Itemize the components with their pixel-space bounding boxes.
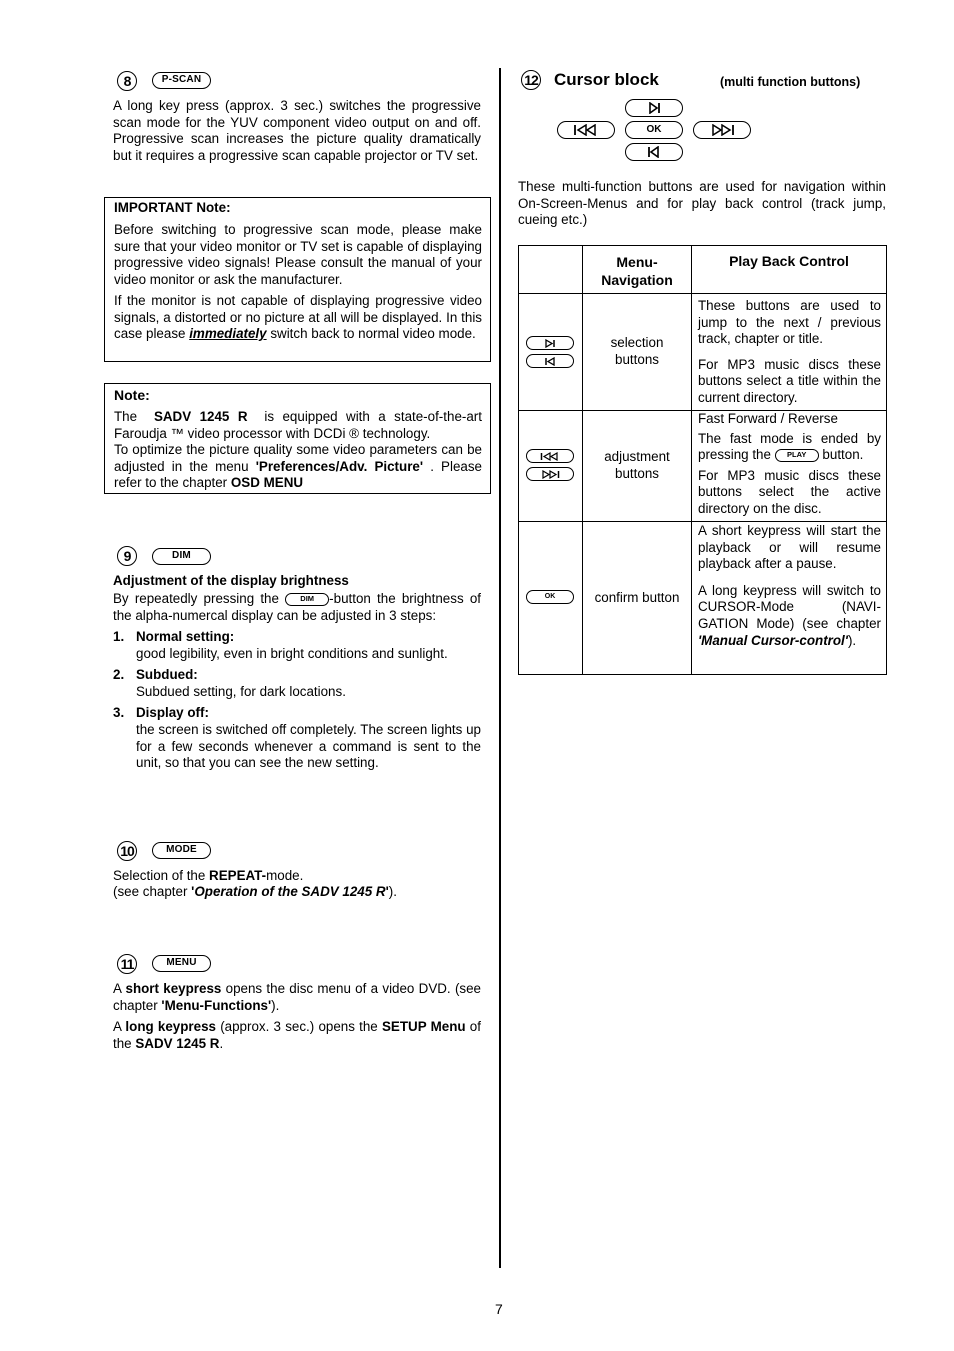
fast-forward-reverse-text: Fast Forward / Reverse: [698, 411, 838, 426]
confirm-short-press-text: A short keypress will start the playback or will resume playback after a pause.: [698, 523, 881, 572]
confirm-playback-cell: [692, 522, 887, 675]
adjustment-buttons-label: adjustment buttons: [583, 411, 692, 522]
important-note-paragraph-2: If the monitor is not capable of displaying progressive video signals, a distorted or no picture at all will be displayed. In this case please immediately switch back to normal video mode.: [114, 293, 482, 342]
table-header-row: [519, 246, 887, 294]
step-2-title: Subdued:: [136, 667, 198, 682]
ok-key-icon: OK: [625, 121, 683, 139]
adjustment-icons-cell: [519, 411, 583, 522]
section-12-number: 12: [521, 70, 541, 90]
menu-short-press-text: A short keypress opens the disc menu of a video DVD. (see chapter 'Menu-Functions').: [113, 981, 481, 1013]
header-icon-cell: [519, 246, 583, 294]
table-row: [519, 522, 887, 675]
note-paragraph-2: To optimize the picture quality some video parameters can be adjusted in the menu 'Preferences/Adv. Picture' . Please refer to the chapter OSD MENU: [114, 442, 482, 491]
column-divider: [499, 68, 501, 1268]
next-key-icon: [625, 99, 683, 117]
section-10-number: 10: [117, 841, 137, 861]
menu-long-press-text: A long keypress (approx. 3 sec.) opens the SETUP Menu of the SADV 1245 R.: [113, 1019, 481, 1051]
step-2-number: 2.: [113, 667, 125, 682]
fast-mode-text: The fast mode is ended by pressing the PLAY button.: [698, 430, 881, 463]
repeat-mode-line: Selection of the REPEAT-mode.: [113, 868, 304, 883]
table-row: [519, 411, 887, 522]
mode-key-icon: MODE: [152, 842, 211, 859]
immediately-emphasis: immediately: [189, 326, 267, 342]
step-1-text: good legibility, even in bright conditions and sunlight.: [136, 646, 448, 661]
repeat-mode-reference: (see chapter 'Operation of the SADV 1245 R').: [113, 884, 397, 899]
step-1-number: 1.: [113, 629, 125, 644]
step-3-title: Display off:: [136, 705, 209, 720]
dim-key-inline-icon: DIM: [285, 593, 329, 606]
confirm-button-label: confirm button: [583, 522, 692, 675]
confirm-long-press-text: A long keypress will switch to CURSOR-Mode (NAVI-GATION Mode) (see chapter 'Manual Cursor-control').: [698, 582, 881, 648]
header-play-back-control: Play Back Control: [692, 246, 887, 294]
note-title: Note:: [114, 387, 150, 403]
selection-icons-cell: [519, 294, 583, 411]
table-row: [519, 294, 887, 411]
adjustment-playback-cell: [692, 411, 887, 522]
section-11-number: 11: [117, 954, 137, 974]
next-key-small-icon: [526, 336, 574, 350]
important-note-title: IMPORTANT Note:: [114, 200, 231, 215]
adjustment-mp3-text: For MP3 music discs these buttons select the active directory on the disc.: [698, 467, 881, 516]
note-box: [104, 383, 491, 494]
brightness-intro: By repeatedly pressing the DIM -button the brightness of the alpha-numercal display can be adjusted in 3 steps:: [113, 591, 481, 623]
important-note-box: [104, 197, 491, 362]
previous-key-icon: [625, 143, 683, 161]
step-1-title: Normal setting:: [136, 629, 235, 644]
ok-key-small-icon: OK: [526, 590, 574, 604]
fast-forward-key-icon: [693, 121, 751, 139]
section-9-number: 9: [117, 546, 137, 566]
confirm-icon-cell: [519, 522, 583, 675]
cursor-block-description: These multi-function buttons are used for navigation within On-Screen-Menus and for play back control (track jump, cueing etc.): [518, 179, 886, 228]
selection-buttons-label: selection buttons: [583, 294, 692, 411]
menu-key-icon: MENU: [152, 955, 211, 972]
important-note-paragraph-1: Before switching to progressive scan mode, please make sure that your video monitor or TV set is capable of displaying progressive video signals! Please consult the manual of your video monitor or ask the manufacturer.: [114, 222, 482, 287]
fast-forward-key-small-icon: [526, 467, 574, 481]
selection-playback-text-1: These buttons are used to jump to the next / previous track, chapter or title.: [698, 298, 881, 347]
section-8-number: 8: [117, 71, 137, 91]
fast-reverse-key-small-icon: [526, 449, 574, 463]
control-table: [518, 245, 887, 675]
fast-reverse-key-icon: [557, 121, 615, 139]
header-menu-navigation: Menu-Navigation: [583, 246, 692, 294]
step-3-number: 3.: [113, 705, 125, 720]
page-number: 7: [495, 1301, 503, 1317]
previous-key-small-icon: [526, 354, 574, 368]
dim-key-icon: DIM: [152, 548, 211, 565]
step-2-text: Subdued setting, for dark locations.: [136, 684, 346, 699]
cursor-block-title: Cursor block: [554, 70, 659, 89]
p-scan-key-icon: P-SCAN: [152, 72, 211, 89]
play-key-inline-icon: PLAY: [775, 449, 819, 462]
selection-playback-text-2: For MP3 music discs these buttons select a title within the current directory.: [698, 356, 881, 405]
p-scan-description: A long key press (approx. 3 sec.) switches the progressive scan mode for the YUV component video output on and off. Progressive scan increases the picture quality dramatically but it requires a progressive scan capable projector or TV set.: [113, 98, 481, 163]
step-3-text: the screen is switched off completely. The screen lights up for a few seconds whenever a command is sent to the unit, so that you can see the new setting.: [136, 722, 481, 771]
selection-playback-cell: [692, 294, 887, 411]
note-paragraph-1: The SADV 1245 R is equipped with a state-of-the-art Faroudja ™ video processor with DCDi ® technology.: [114, 409, 482, 441]
brightness-heading: Adjustment of the display brightness: [113, 573, 349, 588]
cursor-block-subtitle: (multi function buttons): [720, 75, 861, 89]
